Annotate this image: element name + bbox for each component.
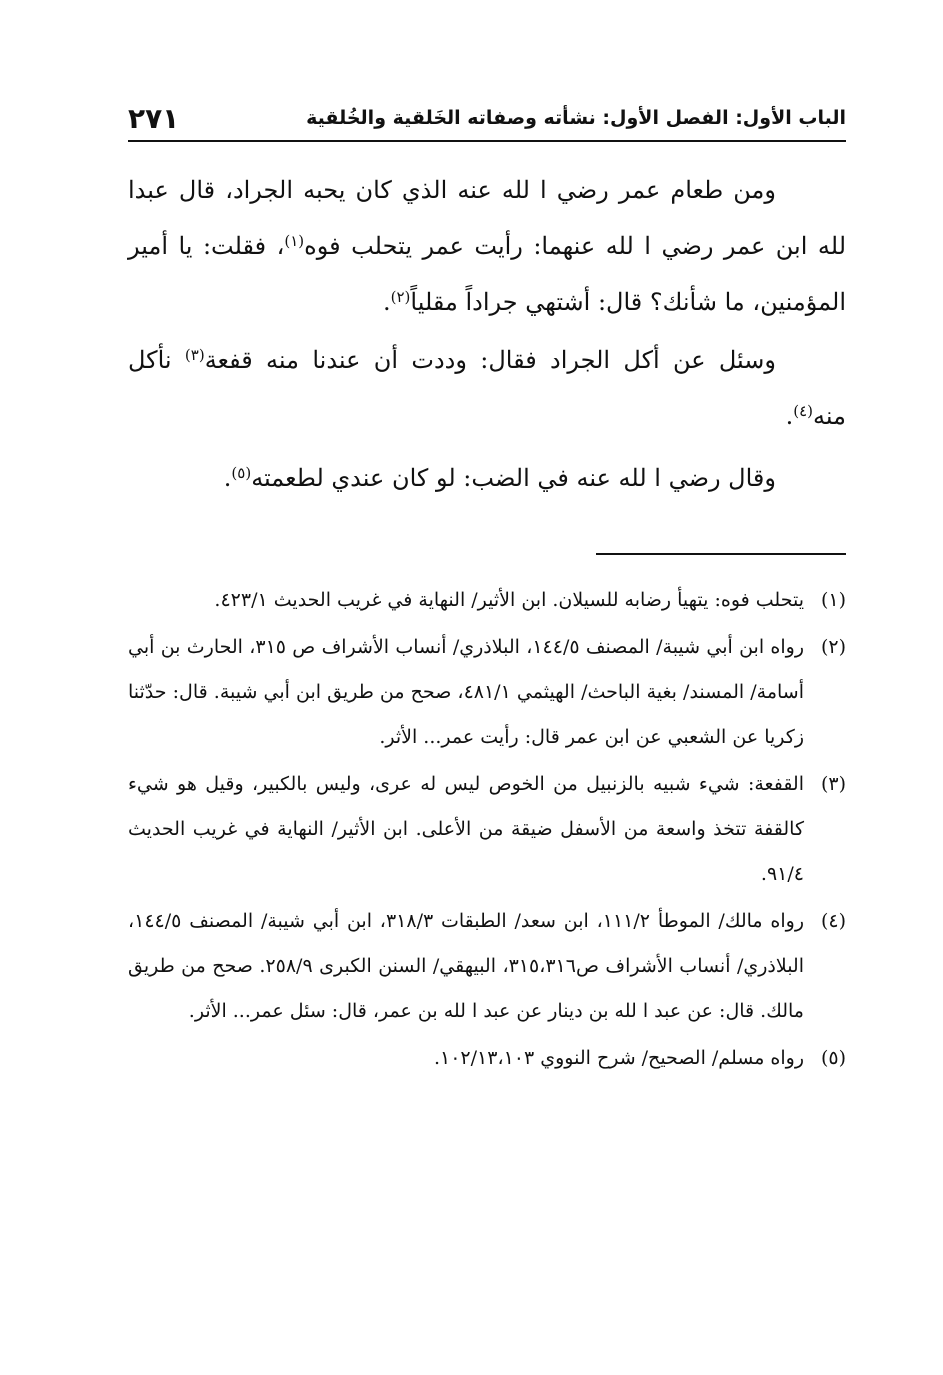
paragraph-1-text-a: ومن طعام عمر رضي ا لله عنه الذي كان يحبه الجراد، قال عبدا لله ابن عمر رضي ا لله عنهما: رأيت عمر يتحلب فوه [128,176,847,260]
footnote-1 [128,578,846,623]
footnote-2 [128,625,846,760]
footnote-number: (٥) [820,1047,846,1069]
footnote-3 [128,762,846,897]
footnote-text: القفعة: شيء شبيه بالزنبيل من الخوص ليس له عرى، وليس بالكبير، وقيل هو شيء كالقفة تتخذ واسعة من الأسفل ضيقة من الأعلى. ابن الأثير/ النهاية في غريب الحديث ٩١/٤. [128,773,804,885]
paragraph-1 [128,162,846,330]
paragraph-3-text-a: وقال رضي ا لله عنه في الضب: لو كان عندي لطعمته [251,464,776,492]
footnote-number: (٤) [820,910,846,932]
paragraph-2-text-a: وسئل عن أكل الجراد فقال: وددت أن عندنا منه قفعة [204,346,776,374]
footnote-ref-1: (١) [284,232,305,250]
paragraph-3-text-b: . [223,464,232,492]
footnote-text: رواه ابن أبي شيبة/ المصنف ١٤٤/٥، البلاذري/ أنساب الأشراف ص ٣١٥، الحارث بن أبي أسامة/ المسند/ بغية الباحث/ الهيثمي ٤٨١/١، صحح من طريق ابن أبي شيبة. قال: حدّثنا زكريا عن الشعبي عن ابن عمر قال: رأيت عمر... الأثر. [128,636,804,748]
footnote-number: (٣) [820,773,846,795]
paragraph-2-text-b: نأكل منه [128,346,846,430]
footnote-4 [128,899,846,1034]
main-text [128,162,846,506]
footnote-5 [128,1036,846,1081]
footnote-ref-4: (٤) [793,402,814,420]
footnote-ref-5: (٥) [231,464,252,482]
footnote-text: رواه مسلم/ الصحيح/ شرح النووي ١٠٢/١٣،١٠٣. [433,1047,804,1069]
running-title: الباب الأول: الفصل الأول: نشأته وصفاته الخَلقية والخُلقية [306,107,846,129]
paragraph-1-text-c: . [382,288,391,316]
footnote-separator [596,553,846,555]
footnote-ref-3: (٣) [184,346,205,364]
footnote-text: رواه مالك/ الموطأ ١١١/٢، ابن سعد/ الطبقات ٣١٨/٣، ابن أبي شيبة/ المصنف ١٤٤/٥، البلاذري/ أنساب الأشراف ص٣١٥،٣١٦، البيهقي/ السنن الكبرى ٢٥٨/٩. صحح من طريق مالك. قال: عن عبد ا لله بن دينار عن عبد ا لله بن عمر، قال: سئل عمر... الأثر. [128,910,804,1022]
header-rule [128,140,846,142]
footnote-number: (١) [820,589,846,611]
paragraph-2-text-c: . [785,402,794,430]
paragraph-2 [128,332,846,444]
paragraph-1-text-b: ، فقلت: يا أمير المؤمنين، ما شأنك؟ قال: أشتهي جراداً مقلياً [128,232,846,316]
footnote-ref-2: (٢) [390,288,411,306]
footnotes [128,578,846,1083]
paragraph-3 [128,450,846,506]
page-header [128,98,846,138]
footnote-text: يتحلب فوه: يتهيأ رضابه للسيلان. ابن الأثير/ النهاية في غريب الحديث ٤٢٣/١. [214,589,804,611]
page-number: ٢٧١ [128,101,180,135]
footnote-number: (٢) [820,636,846,658]
